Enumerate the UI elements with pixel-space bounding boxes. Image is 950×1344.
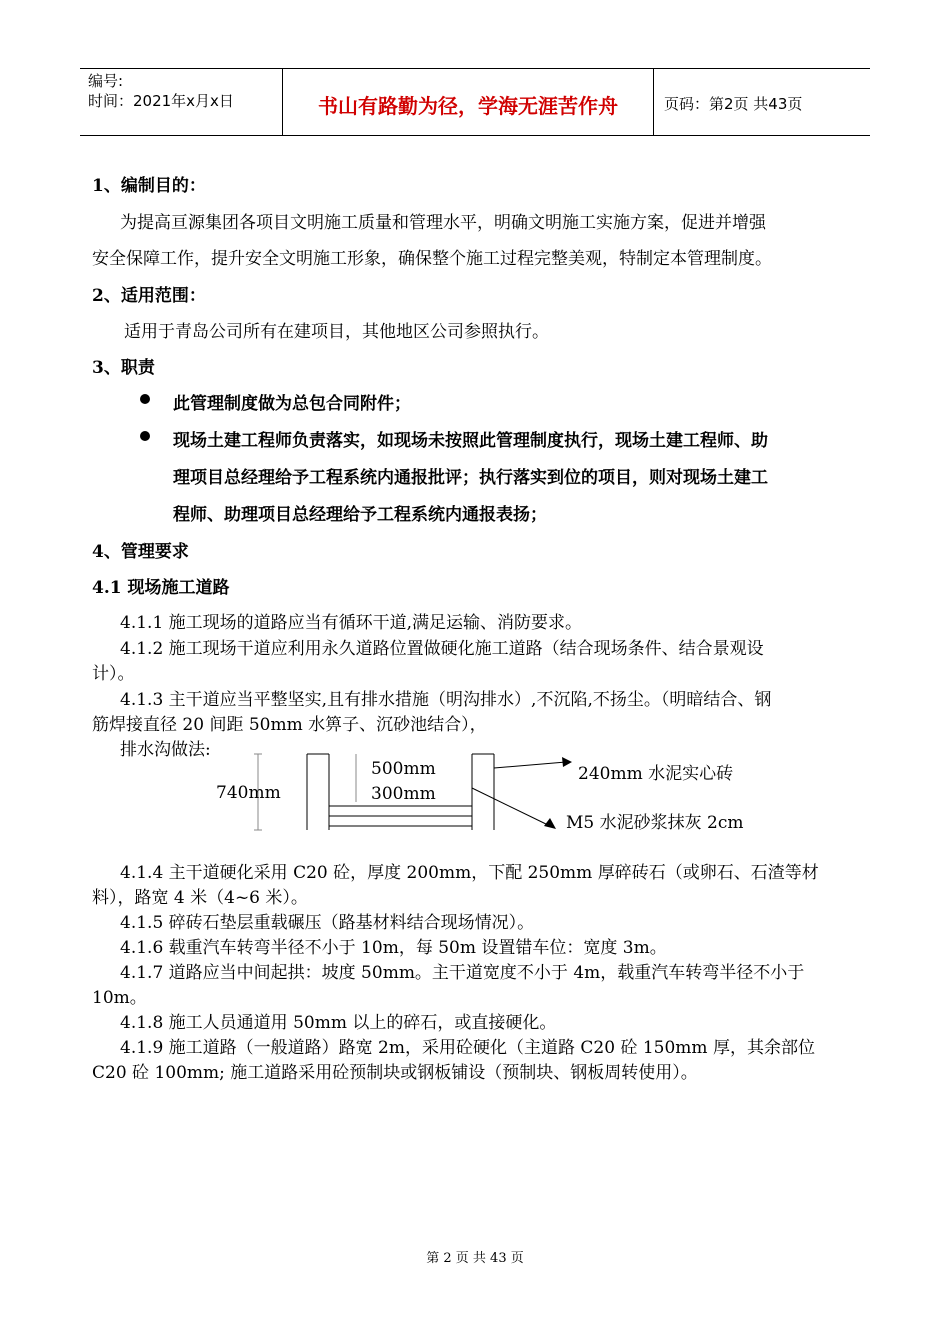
page-info: 页码：第2页 共43页 xyxy=(664,94,803,113)
item-4-1-9-line2: C20 砼 100mm; 施工道路采用砼预制块或钢板铺设（预制块、钢板周转使用）。 xyxy=(92,1063,698,1083)
brick-label: 240mm 水泥实心砖 xyxy=(578,764,734,784)
section-3-title: 3、职责 xyxy=(92,358,155,378)
mortar-label: M5 水泥砂浆抹灰 2cm xyxy=(566,813,744,833)
section-2-title: 2、适用范围： xyxy=(92,286,206,306)
item-4-1-9-line1: 4.1.9 施工道路（一般道路）路宽 2m，采用砼硬化（主道路 C20 砼 150mm 厚，其余部位 xyxy=(120,1038,815,1058)
duty-item-1: 此管理制度做为总包合同附件； xyxy=(173,394,411,414)
duty-item-2-line1: 现场土建工程师负责落实，如现场未按照此管理制度执行，现场土建工程师、助 xyxy=(173,431,768,451)
outer-width-label: 500mm xyxy=(371,759,436,779)
depth-label: 740mm xyxy=(216,783,281,803)
mortar-leader-line xyxy=(472,788,548,825)
bullet-icon xyxy=(140,431,150,441)
item-4-1-8: 4.1.8 施工人员通道用 50mm 以上的碎石，或直接硬化。 xyxy=(120,1013,557,1033)
item-4-1-1: 4.1.1 施工现场的道路应当有循环干道,满足运输、消防要求。 xyxy=(120,613,583,633)
page-footer: 第 2 页 共 43 页 xyxy=(426,1251,524,1266)
item-4-1-3-line1: 4.1.3 主干道应当平整坚实,且有排水措施（明沟排水）,不沉陷,不扬尘。（明暗结合、钢 xyxy=(120,690,772,710)
item-4-1-3-line2: 筋焊接直径 20 间距 50mm 水箅子、沉砂池结合）， xyxy=(92,715,487,735)
item-4-1-2-line2: 计）。 xyxy=(92,664,135,684)
time-label: 时间：2021年x月x日 xyxy=(88,92,234,110)
section-1-paragraph-line2: 安全保障工作，提升安全文明施工形象，确保整个施工过程完整美观，特制定本管理制度。 xyxy=(92,249,772,269)
duty-item-2-line2: 理项目总经理给予工程系统内通报批评；执行落实到位的项目，则对现场土建工 xyxy=(173,468,768,488)
section-4-title: 4、管理要求 xyxy=(92,542,189,562)
section-1-paragraph-line1: 为提高亘源集团各项目文明施工质量和管理水平，明确文明施工实施方案，促进并增强 xyxy=(120,213,766,233)
brick-leader-line xyxy=(494,762,566,768)
page-header xyxy=(80,68,870,136)
inner-width-label: 300mm xyxy=(371,784,436,804)
bullet-icon xyxy=(140,394,150,404)
item-4-1-2-line1: 4.1.2 施工现场干道应利用永久道路位置做硬化施工道路（结合现场条件、结合景观设 xyxy=(120,639,764,659)
duty-item-2-line3: 程师、助理项目总经理给予工程系统内通报表扬； xyxy=(173,505,547,525)
brick-arrow-icon xyxy=(562,757,572,767)
section-2-paragraph: 适用于青岛公司所有在建项目，其他地区公司参照执行。 xyxy=(124,322,549,342)
section-1-title: 1、编制目的： xyxy=(92,176,206,196)
item-4-1-5: 4.1.5 碎砖石垫层重载碾压（路基材料结合现场情况）。 xyxy=(120,913,535,933)
item-4-1-7-line1: 4.1.7 道路应当中间起拱：坡度 50mm。主干道宽度不小于 4m，载重汽车转弯半径不小于 xyxy=(120,963,805,983)
header-left-cell xyxy=(80,69,282,135)
item-4-1-7-line2: 10m。 xyxy=(92,988,147,1008)
motto: 书山有路勤为径，学海无涯苦作舟 xyxy=(282,69,654,135)
drain-ditch-diagram xyxy=(0,740,950,845)
serial-label: 编号: xyxy=(88,72,124,90)
drain-method-label: 排水沟做法: xyxy=(120,740,211,760)
item-4-1-4-line1: 4.1.4 主干道硬化采用 C20 砼，厚度 200mm，下配 250mm 厚碎砖石（或卵石、石渣等材 xyxy=(120,863,819,883)
item-4-1-4-line2: 料），路宽 4 米（4~6 米）。 xyxy=(92,888,308,908)
section-4-1-title: 4.1 现场施工道路 xyxy=(92,578,230,598)
item-4-1-6: 4.1.6 载重汽车转弯半径不小于 10m，每 50m 设置错车位：宽度 3m。 xyxy=(120,938,667,958)
